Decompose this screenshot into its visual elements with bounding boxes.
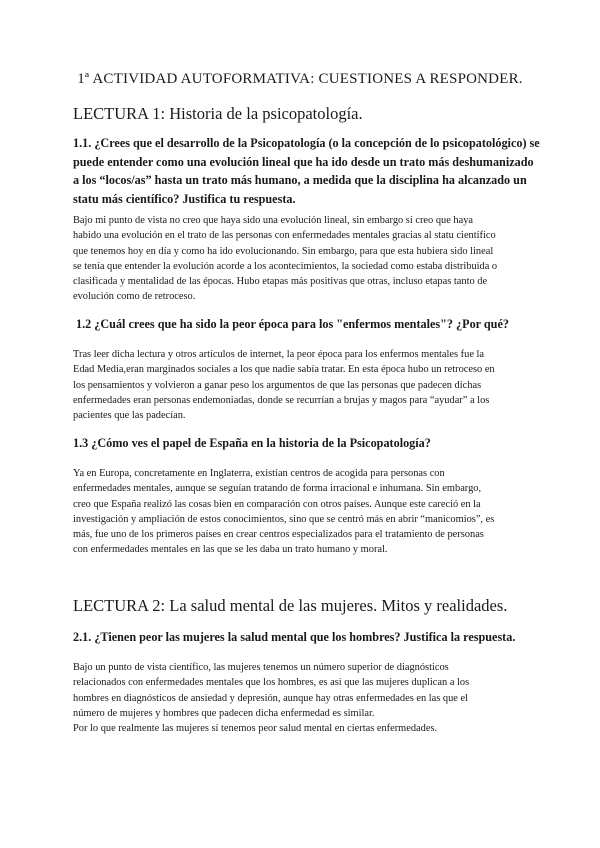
answer-1-1 xyxy=(73,213,536,305)
section-heading-lectura-1: LECTURA 1: Historia de la psicopatología. xyxy=(73,104,363,123)
answer-2-1 xyxy=(73,660,536,736)
answer-line: evolución como de retroceso. xyxy=(73,291,196,303)
answer-line: investigación y ampliación de estos conocimientos, sino que se centró más en abrir “manicomios”, es xyxy=(73,513,495,525)
answer-line: Tras leer dicha lectura y otros artículos de internet, la peor época para los enfermos mentales fue la xyxy=(73,349,485,360)
answer-line: Edad Media,eran marginados sociales a los que nadie sabía tratar. En esta época hubo un retroceso en xyxy=(73,364,495,376)
question-2-1: 2.1. ¿Tienen peor las mujeres la salud mental que los hombres? Justifica la respuesta. xyxy=(73,630,516,644)
answer-line: Bajo mi punto de vista no creo que haya sido una evolución lineal, sin embargo sí creo que haya xyxy=(73,215,474,226)
answer-line: más, fue uno de los primeros países en crear centros especializados para el tratamiento de personas xyxy=(73,529,484,541)
document-title: 1ª ACTIVIDAD AUTOFORMATIVA: CUESTIONES A RESPONDER. xyxy=(77,71,523,87)
answer-line: creo que España realizó las cosas bien en comparación con otros países. Aunque este careció en la xyxy=(73,498,481,510)
answer-line: habido una evolución en el trato de las personas con enfermedades mentales gracias al statu científico xyxy=(73,230,496,242)
answer-line: número de mujeres y hombres que padecen dicha enfermedad es similar. xyxy=(73,707,375,719)
question-1-3: 1.3 ¿Cómo ves el papel de España en la historia de la Psicopatología? xyxy=(73,436,431,450)
answer-line: enfermedades eran personas endemoniadas, donde se recurrían a brujas y magos para “ayudar” a los xyxy=(73,394,490,406)
answer-line: Bajo un punto de vista científico, las mujeres tenemos un número superior de diagnósticos xyxy=(73,662,449,673)
answer-line: pacientes que las padecían. xyxy=(73,410,186,422)
question-1-2: 1.2 ¿Cuál crees que ha sido la peor época para los "enfermos mentales"? ¿Por qué? xyxy=(76,317,509,331)
answer-line: los pensamientos y volvieron a ganar peso los argumentos de que las personas que padecen dichas xyxy=(73,379,482,391)
answer-1-2 xyxy=(73,347,536,423)
answer-line: Por lo que realmente las mujeres sí tenemos peor salud mental en ciertas enfermedades. xyxy=(73,723,438,735)
question-1-1: 1.1. ¿Crees que el desarrollo de la Psicopatología (o la concepción de lo psicopatológico) se puede entender como una evolución lineal que ha ido desde un trato más deshumanizado a los “locos/as” hasta un trato más humano, a medida que la disciplina ha alcanzado un statu más científico? Justifica tu respuesta. xyxy=(73,136,540,206)
answer-line: con enfermedades mentales en las que se les daba un trato humano y moral. xyxy=(73,544,388,556)
answer-line: enfermedades mentales, aunque se seguían tratando de forma irracional e inhumana. Sin embargo, xyxy=(73,483,482,495)
answer-1-3 xyxy=(73,466,536,558)
answer-line: relacionados con enfermedades mentales que los hombres, es así que las mujeres duplican a los xyxy=(73,677,470,689)
answer-line: que tenemos hoy en día y como ha ido evolucionando. Sin embargo, para que esta hubiera sido lineal xyxy=(73,245,494,257)
answer-line: Ya en Europa, concretamente en Inglaterra, existían centros de acogida para personas con xyxy=(73,468,445,479)
section-heading-lectura-2: LECTURA 2: La salud mental de las mujeres. Mitos y realidades. xyxy=(73,596,508,615)
answer-line: se tenía que entender la evolución acorde a los acontecimientos, la sociedad como estaba distribuida o xyxy=(73,260,498,272)
answer-line: hombres en diagnósticos de ansiedad y depresión, aunque hay otras enfermedades en las que el xyxy=(73,692,469,704)
answer-line: clasificada y mentalidad de las épocas. Hubo etapas más positivas que otras, incluso etapas tanto de xyxy=(73,276,488,288)
